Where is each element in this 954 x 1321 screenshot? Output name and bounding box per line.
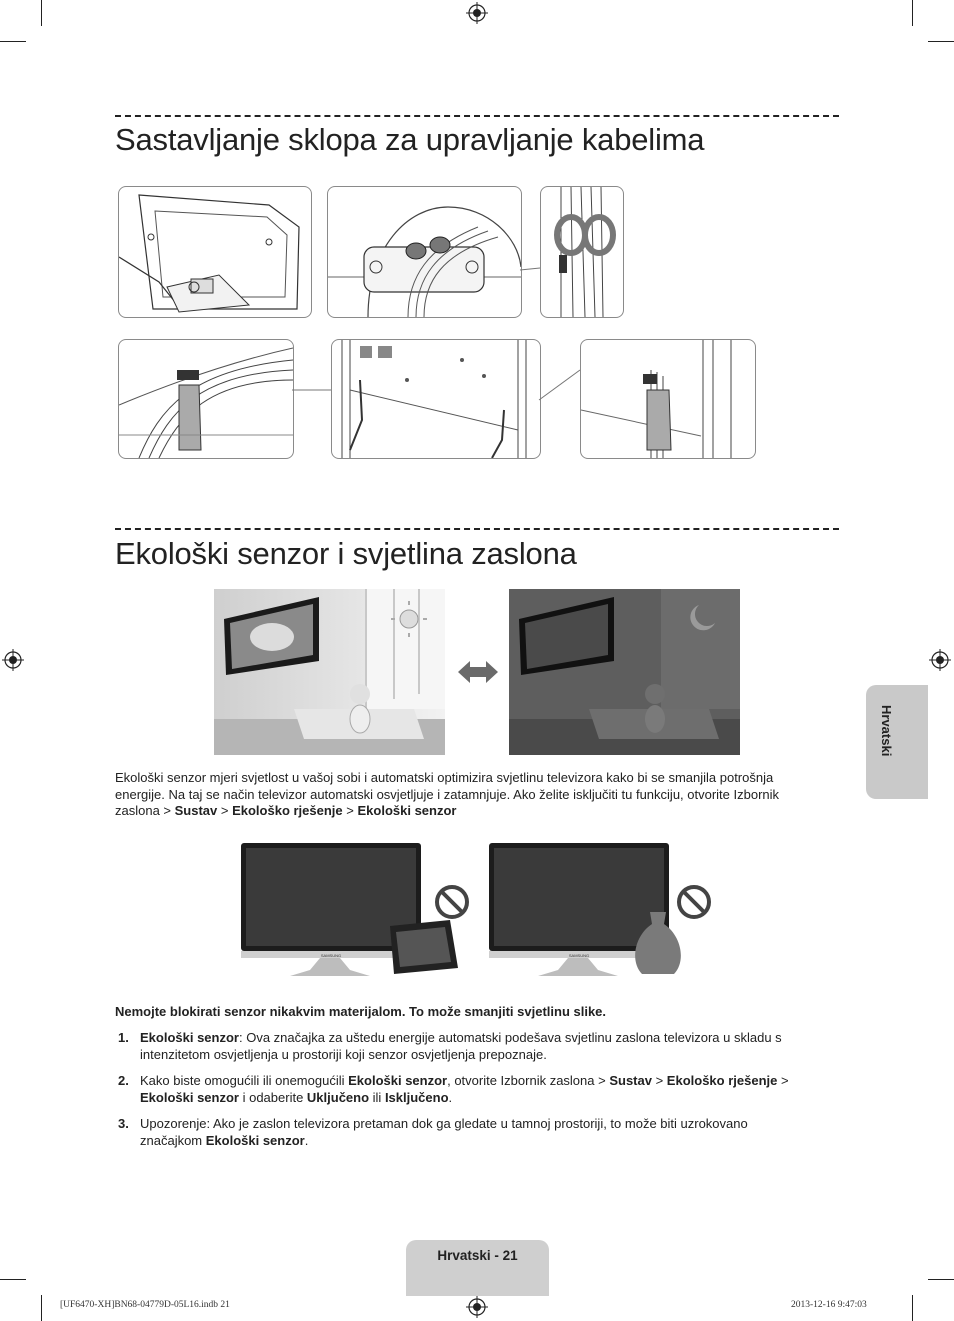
list-text: : Ova značajka za uštedu energije automatski podešava svjetlinu zaslona televizora u skladu s <box>238 1030 782 1045</box>
intro-line: Ekološki senzor mjeri svjetlost u vašoj sobi i automatski optimizira svjetlinu televizora kako bi se smanjila potrošnja <box>115 770 774 785</box>
menu-separator: > <box>651 1073 667 1088</box>
list-text: Kako biste omogućili ili onemogućili <box>140 1073 349 1088</box>
figure-tv-blocked-by-frame <box>240 840 472 980</box>
section-divider <box>115 115 839 117</box>
crop-mark <box>928 41 954 42</box>
list-line <box>140 1133 815 1150</box>
list-item <box>115 1073 815 1107</box>
crop-mark <box>0 1279 26 1280</box>
menu-separator: > <box>777 1073 789 1088</box>
eco-sensor-description <box>115 770 815 820</box>
registration-mark-icon <box>929 649 951 671</box>
intro-line: energije. Na taj se način televizor automatski osvjetljuje i zatamnjuje. Ako želite isključiti tu funkciju, otvorite Izbornik <box>115 786 780 802</box>
option-off: Isključeno <box>384 1089 449 1105</box>
callout-lines <box>0 230 954 410</box>
page-number-box <box>406 1240 549 1296</box>
term-eco-sensor: Ekološki senzor <box>140 1030 239 1045</box>
tv-brand-label: SAMSUNG <box>568 953 590 958</box>
section-title-eco-sensor: Ekološki senzor i svjetlina zaslona <box>115 536 577 571</box>
warning-text: Nemojte blokirati senzor nikakvim materijalom. To može smanjiti svjetlinu slike. <box>115 1004 607 1019</box>
list-text: . <box>448 1089 453 1105</box>
intro-text: zaslona > <box>115 803 175 818</box>
menu-path-eco-sensor: Ekološki senzor <box>140 1089 239 1105</box>
figure-room-day <box>214 589 445 755</box>
menu-separator: > <box>217 803 233 818</box>
list-line <box>140 1090 815 1107</box>
page-number: Hrvatski - 21 <box>437 1248 518 1263</box>
registration-mark-icon <box>466 1296 488 1318</box>
crop-mark <box>912 0 913 26</box>
double-arrow-icon <box>456 657 500 687</box>
intro-line <box>115 803 815 820</box>
list-line <box>140 1073 815 1090</box>
menu-path-eco-solution: Ekološko rješenje <box>232 803 343 818</box>
list-line: Upozorenje: Ako je zaslon televizora pretaman dok ga gledate u tamnoj prostoriji, to može biti uzrokovano <box>140 1116 748 1131</box>
crop-mark <box>912 1295 913 1321</box>
menu-path-system: Sustav <box>609 1073 652 1088</box>
figure-room-night <box>509 589 740 755</box>
list-number: 1. <box>118 1030 129 1045</box>
crop-mark <box>0 41 26 42</box>
list-number: 2. <box>118 1073 129 1088</box>
menu-path-eco-sensor: Ekološki senzor <box>357 803 457 818</box>
registration-mark-icon <box>2 649 24 671</box>
option-on: Uključeno <box>306 1089 370 1105</box>
crop-mark <box>928 1279 954 1280</box>
menu-separator: > <box>342 803 358 818</box>
list-text: značajkom <box>140 1132 206 1148</box>
list-item <box>115 1116 815 1150</box>
list-line: intenzitetom osvjetljenja u prostoriji koji senzor osvjetljenja prepoznaje. <box>140 1046 547 1062</box>
list-text: ili <box>369 1089 385 1105</box>
section-divider <box>115 528 839 530</box>
list-text: . <box>304 1132 309 1148</box>
section-title-cable-management: Sastavljanje sklopa za upravljanje kabelima <box>115 122 705 157</box>
language-side-tab-label: Hrvatski <box>879 705 894 757</box>
term-eco-sensor: Ekološki senzor <box>348 1073 448 1088</box>
menu-path-system: Sustav <box>174 803 218 818</box>
menu-path-eco-solution: Ekološko rješenje <box>666 1073 778 1088</box>
list-text: , otvorite Izbornik zaslona > <box>447 1073 610 1088</box>
footer-file-info: [UF6470-XH]BN68-04779D-05L16.indb 21 <box>60 1300 230 1310</box>
list-number: 3. <box>118 1116 129 1131</box>
crop-mark <box>41 1295 42 1321</box>
term-eco-sensor: Ekološki senzor <box>205 1132 305 1148</box>
footer-timestamp: 2013-12-16 9:47:03 <box>791 1300 867 1310</box>
crop-mark <box>41 0 42 26</box>
list-text: i odaberite <box>238 1089 307 1105</box>
registration-mark-icon <box>466 2 488 24</box>
language-side-tab <box>866 685 928 799</box>
figure-tv-blocked-by-vase <box>488 840 720 980</box>
list-item <box>115 1030 815 1064</box>
tv-brand-label: SAMSUNG <box>320 953 342 958</box>
list-line <box>140 1030 815 1047</box>
